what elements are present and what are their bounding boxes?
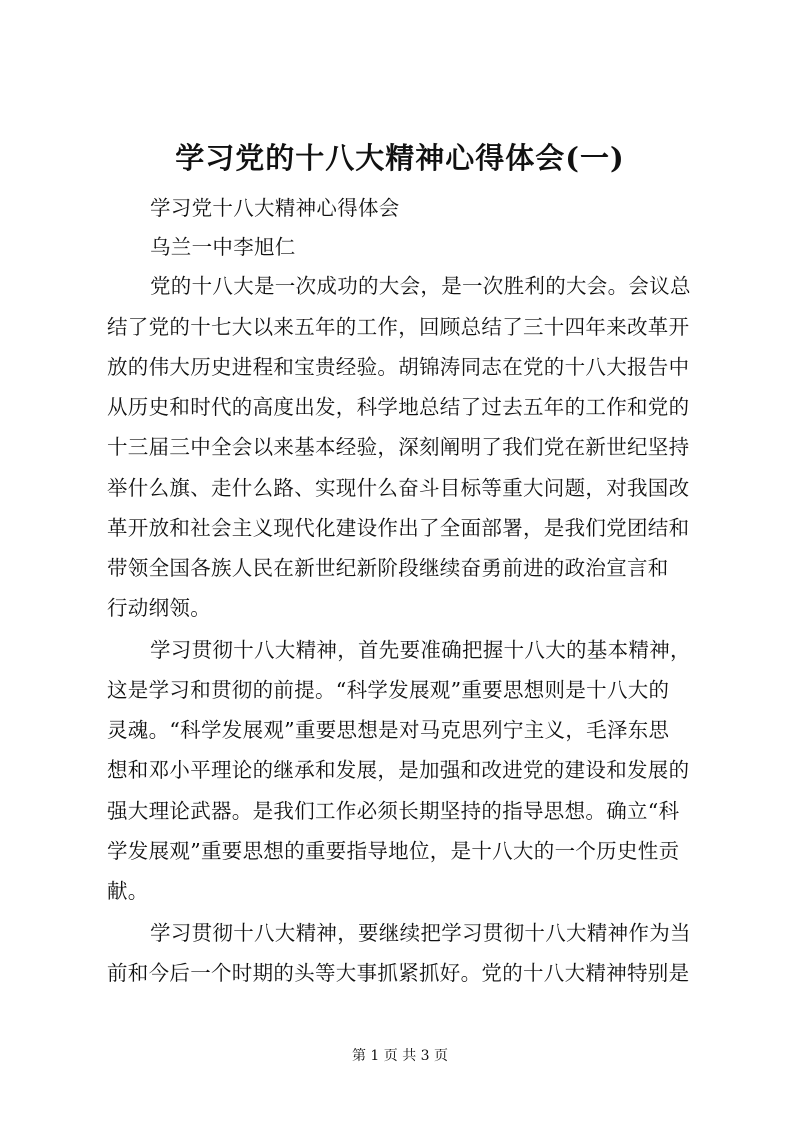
paragraph-line: 革开放和社会主义现代化建设作出了全面部署，是我们党团结和 [107,516,690,540]
paragraph-line: 行动纲领。 [107,596,211,620]
page-footer: 第 1 页 共 3 页 [351,1048,449,1064]
paragraph-line: 献。 [107,879,149,903]
paragraph-line: 学习贯彻十八大精神，要继续把学习贯彻十八大精神作为当 [150,921,691,945]
paragraph-line: 带领全国各族人民在新世纪新阶段继续奋勇前进的政治宣言和 [107,556,669,580]
paragraph-line: 前和今后一个时期的头等大事抓紧抓好。党的十八大精神特别是 [107,961,690,985]
paragraph-line: 结了党的十七大以来五年的工作，回顾总结了三十四年来改革开 [107,315,690,339]
document-title: 学习党的十八大精神心得体会(一) [175,141,625,175]
paragraph-line: 强大理论武器。是我们工作必须长期坚持的指导思想。确立“科 [107,799,680,823]
paragraph-line: 放的伟大历史进程和宝贵经验。胡锦涛同志在党的十八大报告中 [107,355,690,379]
paragraph-line: 灵魂。“科学发展观”重要思想是对马克思列宁主义，毛泽东思 [107,718,670,742]
paragraph-line: 想和邓小平理论的继承和发展，是加强和改进党的建设和发展的 [107,758,690,782]
paragraph-line: 从历史和时代的高度出发，科学地总结了过去五年的工作和党的 [107,395,690,419]
paragraph-line: 党的十八大是一次成功的大会，是一次胜利的大会。会议总 [150,274,691,298]
document-subtitle: 学习党十八大精神心得体会 [150,196,400,220]
paragraph-line: 举什么旗、走什么路、实现什么奋斗目标等重大问题，对我国改 [107,476,690,500]
paragraph-line: 学习贯彻十八大精神，首先要准确把握十八大的基本精神， [150,638,691,662]
paragraph-line: 十三届三中全会以来基本经验，深刻阐明了我们党在新世纪坚持 [107,435,690,459]
paragraph-line: 学发展观”重要思想的重要指导地位，是十八大的一个历史性贡 [107,839,680,863]
author-line: 乌兰一中李旭仁 [150,235,296,259]
paragraph-line: 这是学习和贯彻的前提。“科学发展观”重要思想则是十八大的 [107,678,670,702]
